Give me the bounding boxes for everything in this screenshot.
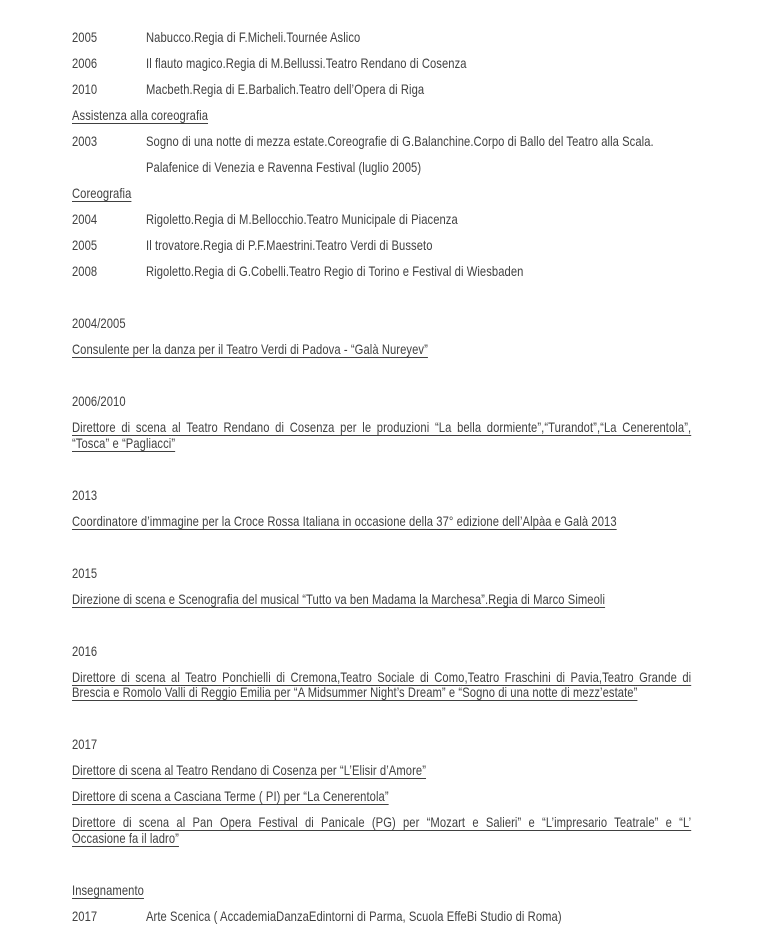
entry-text: Il trovatore.Regia di P.F.Maestrini.Teatro Verdi di Busseto (146, 237, 433, 253)
cv-statement-line: Direttore di scena al Teatro Ponchielli di Cremona,Teatro Sociale di Como,Teatro Fraschini di Pavia,Teatro Grande di (72, 668, 692, 685)
entry-text: Sogno di una notte di mezza estate.Coreografie di G.Balanchine.Corpo di Ballo del Teatro alla Scala. (146, 133, 654, 149)
period-label-text: 2015 (72, 564, 98, 581)
blank-line (72, 857, 691, 873)
cv-statement-line: Occasione fa il ladro” (72, 829, 179, 846)
cv-statement-line: Consulente per la danza per il Teatro Verdi di Padova - “Galà Nureyev” (72, 341, 428, 357)
cv-statement (72, 763, 691, 779)
entry-text: Rigoletto.Regia di M.Bellocchio.Teatro Municipale di Piacenza (146, 211, 458, 227)
section-heading-text: Assistenza alla coreografia (72, 107, 209, 123)
entry-text: Palafenice di Venezia e Ravenna Festival (luglio 2005) (146, 159, 422, 175)
period-label (72, 488, 691, 504)
entry-text: Il flauto magico.Regia di M.Bellussi.Teatro Rendano di Cosenza (146, 55, 467, 71)
cv-entry-row (72, 82, 691, 98)
cv-entry-row (72, 30, 691, 46)
section-heading (72, 883, 691, 899)
section-heading (72, 186, 691, 202)
cv-statement-line: Direttore di scena a Casciana Terme ( PI) per “La Cenerentola” (72, 788, 389, 804)
cv-statement-line: Brescia e Romolo Valli di Reggio Emilia per “A Midsummer Night’s Dream” e “Sogno di una notte di mezz’estate” (72, 684, 638, 700)
entry-text: Arte Scenica ( AccademiaDanzaEdintorni di Parma, Scuola EffeBi Studio di Roma) (146, 907, 562, 924)
entry-text: Macbeth.Regia di E.Barbalich.Teatro dell’Opera di Riga (146, 81, 425, 97)
entry-year: 2017 (72, 907, 98, 924)
blank-line (72, 711, 691, 727)
period-label (72, 394, 691, 410)
cv-entry-row (72, 264, 691, 280)
section-heading (72, 108, 691, 124)
entry-year: 2006 (72, 55, 98, 71)
period-label (72, 566, 691, 582)
blank-line (72, 368, 691, 384)
cv-statement (72, 420, 691, 451)
entry-text: Nabucco.Regia di F.Micheli.Tournée Aslico (146, 29, 361, 45)
blank-line (72, 462, 691, 478)
entry-year: 2003 (72, 133, 98, 149)
cv-statement (72, 592, 691, 608)
period-label-text: 2004/2005 (72, 315, 126, 331)
cv-entry-row (72, 238, 691, 254)
section-heading-text: Insegnamento (72, 881, 144, 898)
cv-entry-row (72, 212, 691, 228)
period-label-text: 2017 (72, 736, 98, 752)
cv-statement (72, 789, 691, 805)
cv-statement-line: Coordinatore d’immagine per la Croce Rossa Italiana in occasione della 37° edizione dell’Alpàa e Galà 2013 (72, 512, 617, 529)
cv-statement (72, 815, 691, 846)
blank-line (72, 290, 691, 306)
cv-statement (72, 342, 691, 358)
blank-line (72, 618, 691, 634)
entry-year: 2004 (72, 211, 98, 227)
blank-line (72, 540, 691, 556)
cv-entry-row (72, 909, 691, 925)
cv-statement-line: “Tosca” e “Pagliacci” (72, 434, 176, 451)
entry-year: 2005 (72, 29, 98, 45)
cv-statement-line: Direzione di scena e Scenografia del musical “Tutto va ben Madama la Marchesa”.Regia di Marco Simeoli (72, 590, 606, 607)
period-label (72, 644, 691, 660)
cv-statement-line: Direttore di scena al Teatro Rendano di Cosenza per le produzioni “La bella dormiente”,“Turandot”,“La Cenerentola”, (72, 419, 692, 435)
cv-entry-row (72, 134, 691, 150)
section-heading-text: Coreografia (72, 185, 132, 201)
cv-entry-row (72, 56, 691, 72)
period-label (72, 737, 691, 753)
entry-year: 2010 (72, 81, 98, 97)
cv-statement-line: Direttore di scena al Pan Opera Festival di Panicale (PG) per “Mozart e Salieri” e “L’impresario Teatrale” e “L’ (72, 814, 692, 830)
entry-year: 2008 (72, 263, 98, 279)
cv-statement (72, 670, 691, 701)
cv-statement (72, 514, 691, 530)
period-label (72, 316, 691, 332)
period-label-text: 2016 (72, 642, 98, 659)
entry-year: 2005 (72, 237, 98, 253)
period-label-text: 2006/2010 (72, 393, 126, 409)
cv-statement-line: Direttore di scena al Teatro Rendano di Cosenza per “L’Elisir d’Amore” (72, 762, 427, 778)
period-label-text: 2013 (72, 486, 98, 503)
page-content (72, 30, 691, 935)
entry-text: Rigoletto.Regia di G.Cobelli.Teatro Regio di Torino e Festival di Wiesbaden (146, 263, 524, 279)
cv-entry-continuation (72, 160, 691, 176)
